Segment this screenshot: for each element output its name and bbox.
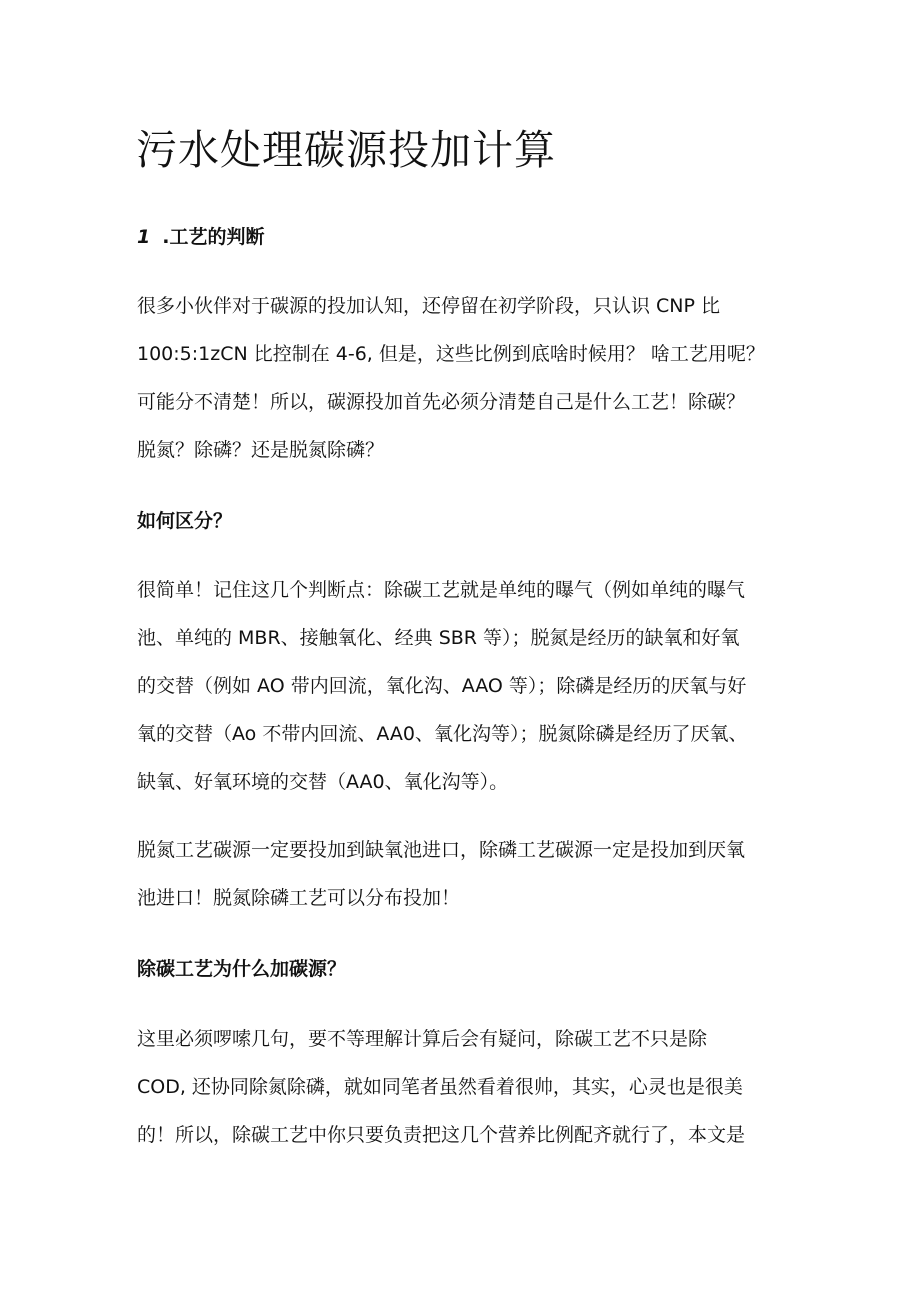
section-heading-how-to-distinguish: 如何区分？ — [137, 510, 233, 532]
paragraph-line: 可能分不清楚！所以，碳源投加首先必须分清楚自己是什么工艺！除碳？ — [137, 391, 746, 413]
paragraph-carbon-removal — [137, 1015, 797, 1159]
paragraph-line: 的交替（例如 AO 带内回流，氧化沟、AAO 等）；除磷是经历的厌氧与好 — [137, 675, 747, 697]
paragraph-intro — [137, 282, 797, 474]
paragraph-line: 池进口！脱氮除磷工艺可以分布投加！ — [137, 887, 461, 909]
document-title: 污水处理碳源投加计算 — [136, 126, 556, 174]
paragraph-line: 很简单！记住这几个判断点：除碳工艺就是单纯的曝气（例如单纯的曝气 — [137, 579, 746, 601]
paragraph-line: 池、单纯的 MBR、接触氧化、经典 SBR 等）；脱氮是经历的缺氧和好氧 — [137, 627, 740, 649]
paragraph-line: 很多小伙伴对于碳源的投加认知，还停留在初学阶段，只认识 CNP 比 — [137, 295, 721, 317]
paragraph-line: 100:5:1zCN 比控制在 4-6, 但是，这些比例到底啥时候用？ 啥工艺用呢？ — [137, 343, 765, 365]
paragraph-line: 缺氧、好氧环境的交替（AA0、氧化沟等）。 — [137, 771, 509, 793]
paragraph-line: 氧的交替（Ao 不带内回流、AA0、氧化沟等）；脱氮除磷是经历了厌氧、 — [137, 723, 748, 745]
paragraph-line: 脱氮？除磷？还是脱氮除磷？ — [137, 439, 385, 461]
paragraph-line: 脱氮工艺碳源一定要投加到缺氧池进口，除磷工艺碳源一定是投加到厌氧 — [137, 839, 746, 861]
paragraph-dosing-point — [137, 826, 797, 922]
paragraph-distinguish — [137, 566, 797, 806]
paragraph-line: 这里必须啰嗦几句，要不等理解计算后会有疑问，除碳工艺不只是除 — [137, 1028, 708, 1050]
section-heading-why-add-carbon: 除碳工艺为什么加碳源？ — [137, 958, 347, 980]
section-heading-process-judgement — [137, 224, 264, 250]
paragraph-line: 的！所以，除碳工艺中你只要负责把这几个营养比例配齐就行了，本文是 — [137, 1124, 746, 1146]
paragraph-line: COD, 还协同除氮除磷，就如同笔者虽然看着很帅，其实，心灵也是很美 — [137, 1076, 743, 1098]
section-number: 1 — [137, 226, 151, 248]
section-heading-text: .工艺的判断 — [162, 226, 265, 248]
